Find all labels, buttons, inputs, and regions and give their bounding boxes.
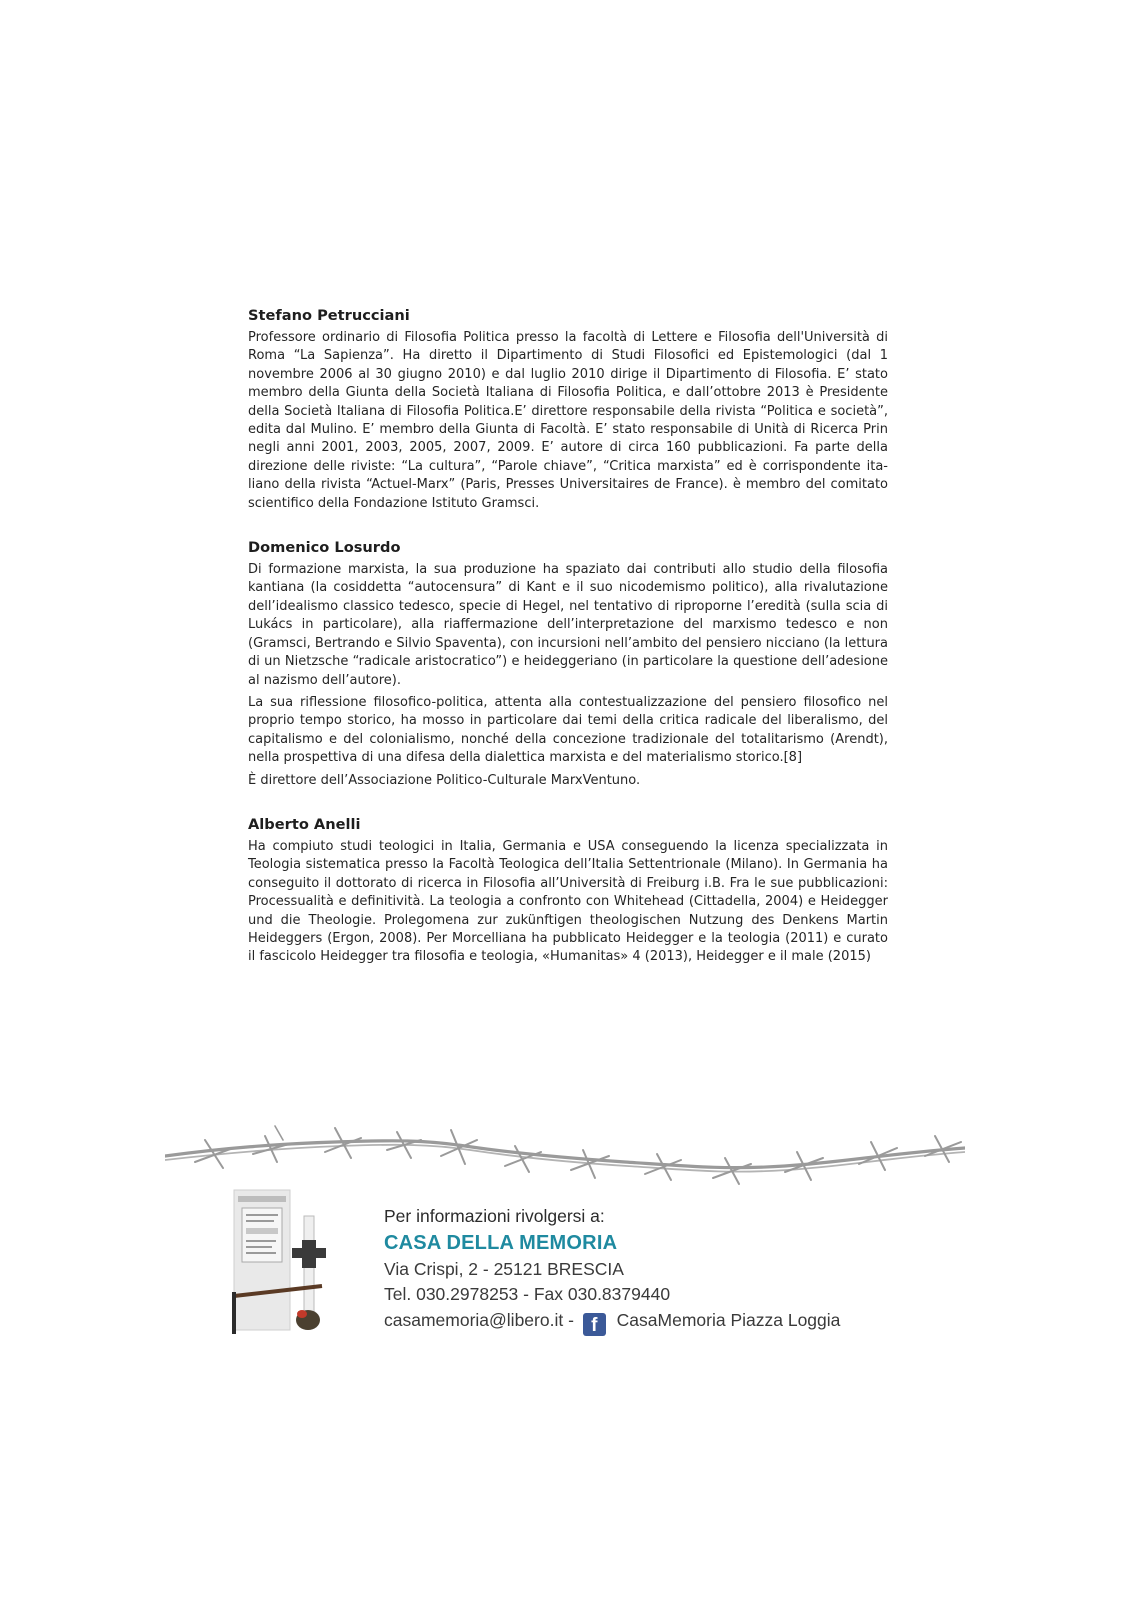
contact-address: Via Crispi, 2 - 25121 BRESCIA bbox=[384, 1258, 624, 1279]
contact-organization: CASA DELLA MEMORIA bbox=[384, 1231, 618, 1254]
bio-alberto-anelli bbox=[248, 814, 888, 967]
bio-paragraph: La sua riflessione filosofico-politica, attenta alla contestualizzazione del pensiero filosofico nel proprio tempo storico, ha mosso in particolare dai temi della critica radicale del liberalismo, del capitalismo e del colonialismo, nonché della concezione tradizionale del totalitarismo (Arendt), nella prospettiva di una difesa della dialettica marxista e del materialismo storico.[8] bbox=[248, 694, 888, 766]
bio-name: Stefano Petrucciani bbox=[248, 307, 410, 324]
facebook-icon[interactable]: f bbox=[583, 1313, 606, 1336]
contact-separator: - bbox=[568, 1309, 574, 1330]
biographies bbox=[248, 305, 888, 991]
bio-domenico-losurdo bbox=[248, 537, 888, 790]
contact-facebook-page[interactable]: CasaMemoria Piazza Loggia bbox=[616, 1309, 841, 1330]
contact-intro: Per informazioni rivolgersi a: bbox=[384, 1206, 605, 1226]
bio-name: Alberto Anelli bbox=[248, 815, 361, 833]
bio-paragraph: Professore ordinario di Filosofia Politica presso la facoltà di Lettere e Filosofia dell'Università di Roma “La Sapienza”. Ha diretto il Dipartimento di Studi Filosofici ed Epistemologici (dal 1 novembre 2006 al 30 giugno 2010) e dal luglio 2010 dirige il Dipartimento di Filosofia. E’ stato membro della Giunta della Società Italiana di Filosofia Politica, e dall’ottobre 2013 è Presidente della Società Italiana di Filosofia Politica.E’ direttore responsabile della rivista “Politica e società”, edita dal Mulino. E’ membro della Giunta di Facoltà. E’ stato responsabile di Unità di Ricerca Prin negli anni 2001, 2003, 2005, 2007, 2009. E’ autore di circa 160 pubblicazioni. Fa parte della direzione delle riviste: “La cultura”, “Parole chiave”, “Critica marxista” ed è corrispondente italiano della rivista “Actuel-Marx” (Paris, Presses Universitaires de France). è membro del comitato scientifico della Fondazione Istituto Gramsci. bbox=[248, 330, 888, 511]
contact-email[interactable]: casamemoria@libero.it bbox=[384, 1309, 564, 1330]
contact-social-line bbox=[384, 1308, 904, 1336]
bio-paragraph: Di formazione marxista, la sua produzione ha spaziato dai contributi allo studio della filosofia kantiana (la cosiddetta “autocensura” di Kant e il suo nicodemismo politico), alla rivalutazione dell’idealismo classico tedesco, specie di Hegel, nel tentativo di riproporne l’eredità (sulla scia di Lukács in particolare), alla riaffermazione dell’interpretazione del marxismo tedesco e non (Gramsci, Bertrando e Silvio Spaventa), con incursioni nell’ambito del pensiero nicciano (la lettura di un Nietzsche “radicale aristocratico”) e heideggeriano (in particolare la questione dell’adesione al nazismo dell’autore). bbox=[248, 562, 888, 688]
bio-name: Domenico Losurdo bbox=[248, 539, 401, 557]
memorial-plaque-icon bbox=[232, 1188, 342, 1336]
bio-paragraph: È direttore dell’Associazione Politico-Culturale MarxVentuno. bbox=[248, 772, 641, 788]
barbed-wire-icon bbox=[165, 1118, 965, 1198]
contact-phone: Tel. 030.2978253 - Fax 030.8379440 bbox=[384, 1284, 671, 1304]
bio-stefano-petrucciani bbox=[248, 305, 888, 513]
bio-paragraph: Ha compiuto studi teologici in Italia, Germania e USA conseguendo la licenza specializzata in Teologia sistematica presso la Facoltà Teologica dell’Italia Settentrionale (Milano). In Germania ha conseguito il dottorato di ricerca in Filosofia all’Università di Freiburg i.B. Fra le sue pubblicazioni: Processualità e definitività. La teologia a confronto con Whitehead (Cittadella, 2004) e Heidegger und die Theologie. Prolegomena zur zukünftigen theologischen Nutzung des Denkens Martin Heideggers (Ergon, 2008). Per Morcelliana ha pubblicato Heidegger e la teologia (2011) e curato il fascicolo Heidegger tra filosofia e teologia, «Humanitas» 4 (2013), Heidegger e il male (2015) bbox=[248, 838, 888, 965]
contact-block bbox=[384, 1204, 904, 1336]
